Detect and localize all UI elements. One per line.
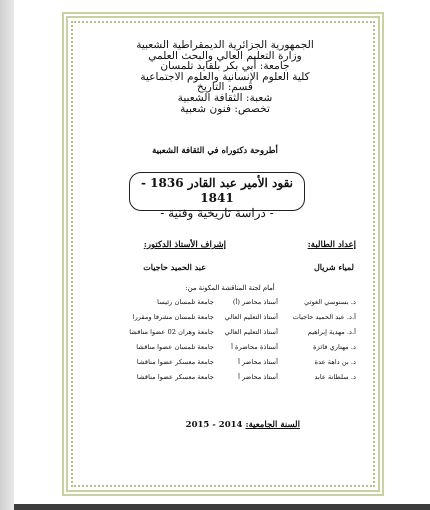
committee-row	[86, 328, 356, 343]
viewer-left-edge	[0, 0, 14, 510]
committee-row	[86, 343, 356, 358]
member-role: عضوا مناقشا	[136, 373, 173, 381]
thesis-title: نقود الأمير عبد القادر 1836 - 1841	[140, 176, 294, 205]
member-affiliation	[137, 373, 214, 381]
committee-row	[86, 373, 356, 388]
member-role: عضوا مناقشا	[136, 343, 173, 351]
member-institution: جامعة تلمسان	[174, 298, 214, 306]
member-rank: أستاذة محاضرة أ	[231, 343, 278, 351]
member-institution: جامعة تلمسان	[174, 313, 214, 321]
committee-row	[86, 358, 356, 373]
member-rank: أستاذ محاضر أ	[238, 373, 278, 381]
member-affiliation	[137, 358, 214, 366]
member-name: د. مهتاري فائزة	[313, 343, 356, 351]
academic-year	[160, 420, 300, 430]
member-role: عضوا مناقشا	[136, 358, 173, 366]
supervisor-label: إشراف الأستاذ الدكتور:	[143, 240, 226, 250]
member-name: أ.د. عبد الحميد حاجيات	[292, 313, 356, 321]
header-department: قسم: التاريخ	[197, 81, 253, 94]
member-name: د. بسنوسي الغوثي	[304, 298, 356, 306]
viewer-bottom-bar	[14, 504, 430, 510]
member-role: رئيسا	[157, 298, 173, 306]
committee-list	[86, 298, 356, 388]
header-country: الجمهورية الجزائرية الديمقراطية الشعبية	[136, 39, 314, 51]
member-institution: جامعة معسكر	[175, 373, 214, 381]
member-institution: جامعة تلمسان	[174, 343, 214, 351]
member-rank: أستاذ التعليم العالي	[224, 328, 278, 336]
member-rank: أستاذ محاضر أ	[238, 358, 278, 366]
member-institution: جامعة وهران 02	[167, 328, 214, 336]
member-name: د. بن داهة عدة	[314, 358, 356, 366]
member-affiliation	[129, 328, 214, 336]
member-role: عضوا مناقشا	[129, 328, 166, 336]
header-university: جامعة: أبي بكر بلقايد تلمسان	[160, 60, 290, 73]
member-name: د. سلطانة عابد	[314, 373, 356, 381]
academic-year-label: السنة الجامعية:	[245, 420, 300, 430]
student-label: إعداد الطالبة:	[307, 240, 356, 250]
member-institution: جامعة معسكر	[175, 358, 214, 366]
member-rank: أستاذ محاضر (أ)	[232, 298, 278, 306]
thesis-title-box	[129, 172, 305, 220]
member-role: مشرفا ومقررا	[132, 313, 173, 321]
academic-year-value: 2014 - 2015	[185, 420, 243, 430]
committee-title: أمام لجنة المناقشة المكونة من:	[185, 284, 275, 292]
member-affiliation	[157, 298, 214, 306]
member-name: أ.د. مهدية إبراهيم	[307, 328, 356, 336]
member-rank: أستاذ التعليم العالي	[224, 313, 278, 321]
header-specialty: تخصص: فنون شعبية	[180, 102, 270, 115]
member-affiliation	[136, 343, 214, 351]
committee-row	[86, 298, 356, 313]
institution-header	[100, 40, 350, 114]
member-affiliation	[133, 313, 214, 321]
student-name: لمياء شريال	[313, 262, 354, 272]
header-faculty: كلية العلوم الإنسانية والعلوم الاجتماعية	[140, 70, 310, 83]
thesis-type: أطروحة دكتوراه في الثقافة الشعبية	[152, 146, 278, 156]
committee-row	[86, 313, 356, 328]
thesis-subtitle: - دراسة تاريخية وفنية -	[160, 206, 274, 220]
header-ministry: وزارة التعليم العالي والبحث العلمي	[148, 49, 302, 62]
supervisor-name: عبد الحميد حاجيات	[143, 262, 206, 272]
header-branch: شعبة: الثقافة الشعبية	[177, 91, 273, 104]
